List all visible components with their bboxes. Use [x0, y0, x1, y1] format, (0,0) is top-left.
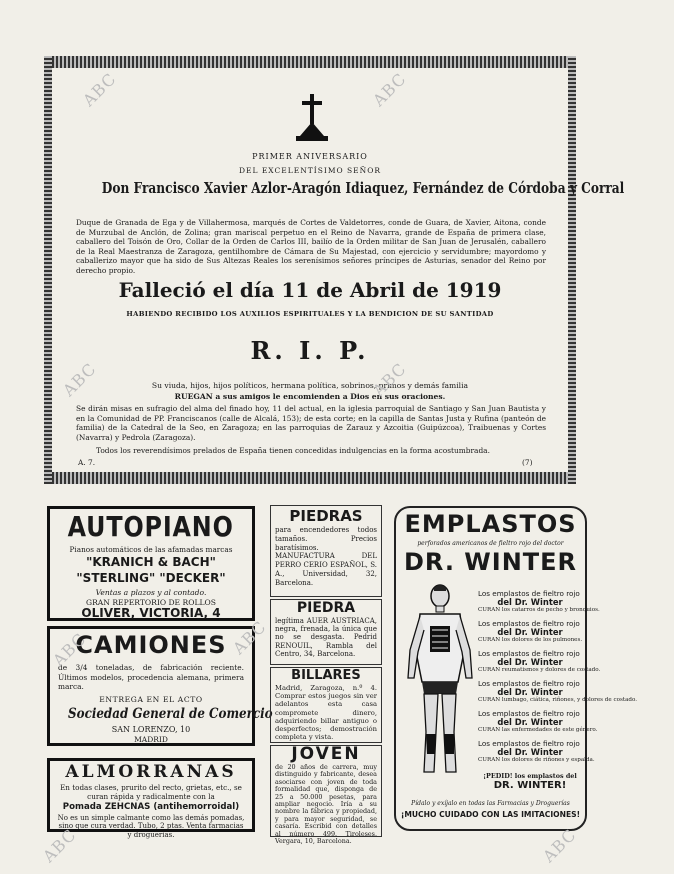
autopiano-brands1: "KRANICH & BACH" [86, 555, 216, 569]
camiones-delivery: ENTREGA EN EL ACTO [99, 695, 203, 704]
emplastos-subtitle: perforados americanos de fieltro rojo del doctor [417, 540, 564, 547]
obituary-border-right [568, 56, 576, 484]
cure-item: Los emplastos de fieltro rojo del Dr. Winter CURAN las enfermedades de este género. [478, 709, 598, 733]
deceased-name-wrap [52, 178, 625, 204]
obituary-border-bottom [44, 472, 576, 484]
cure-item: Los emplastos de fieltro rojo del Dr. Winter CURAN los dolores de los pulmones. [478, 619, 583, 643]
obituary-border-left [44, 56, 52, 484]
almorranas-body1: En todas clases, prurito del recto, grietas, etc., se curan rápida y radicalmente con la [60, 783, 242, 801]
autopiano-line1: Pianos automáticos de las afamadas marcas [69, 545, 233, 554]
billares-ad [270, 667, 382, 743]
deceased-titles: Duque de Granada de Ega y de Villahermosa, marqués de Cortes de Valdetorres, conde de Guara, de Xavier, Aitona, conde de Murzubal de Anclón, de Zolina; gran mariscal perpetuo en el Reino de Navarra, grande de España de primera clase, caballero del Toisón de Oro, Collar de la Orden de Carlos III, bailío de la Orden militar de San Juan de Jerusalén, caballero de la Real Maestranza de Zaragoza, gentilhombre de Cámara de Su Majestad, con ejercicio y servidumbre; mayordomo y caballerizo mayor que ha sido de Sus Altezas Reales los serenísimos señores príncipes de Asturias, senador del Reino por derecho propio. [76, 218, 546, 275]
emplastos-warning: ¡MUCHO CUIDADO CON LAS IMITACIONES! [400, 810, 581, 819]
autopiano-rolls: GRAN REPERTORIO DE ROLLOS [86, 598, 216, 607]
emplastos-ask: ¡PEDID! los emplastos del [483, 772, 577, 780]
watermark-abc: ABC [228, 617, 270, 658]
indulgences-text: Todos los reverendísimos prelados de España tienen concedidas indulgencias en la forma acostumbrada. [96, 446, 490, 455]
joven-body: de 20 años de carrera, muy distinguido y fabricante, desea asociarse con joven de toda formalidad que, disponga de 25 a 50.000 pesetas, para ampliar negocio. Iría a su nombre la fábrica y propiedad, y para mayor seguridad, se casaría. Escribid con detalles al número 499. Tiroleses. Vergara, 10, Barcelona. [275, 763, 377, 846]
autopiano-address: OLIVER, VICTORIA, 4 [81, 606, 221, 620]
family-line: Su viuda, hijos, hijos políticos, hermana política, sobrinos, primos y demás familia [151, 381, 469, 390]
piedra-body: legítima AUER AUSTRIACA, negra, frenada, la única que no se desgasta. Pedrid RENOUIL, Rambla del Centro, 34, Barcelona. [275, 617, 377, 658]
cure-item: Los emplastos de fieltro rojo del Dr. Winter CURAN reumatismos y dolores de costado. [478, 649, 601, 673]
watermark-abc: ABC [78, 69, 120, 110]
camiones-title: CAMIONES [75, 631, 227, 659]
cure-item: Los emplastos de fieltro rojo del Dr. Winter CURAN lumbago, ciática, riñones, y dolores de costado. [478, 679, 638, 703]
obituary-border-top [44, 56, 576, 68]
watermark-abc: ABC [48, 629, 90, 670]
camiones-city: MADRID [134, 735, 168, 744]
cure-item: Los emplastos de fieltro rojo del Dr. Winter CURAN los catarros de pecho y bronquios. [478, 589, 600, 613]
emplastos-brand: DR. WINTER [403, 548, 578, 576]
autopiano-title: AUTOPIANO [67, 510, 234, 543]
watermark-abc: ABC [368, 69, 410, 110]
sacraments-line: HABIENDO RECIBIDO LOS AUXILIOS ESPIRITUALES Y LA BENDICION DE SU SANTIDAD [126, 310, 494, 318]
deceased-name: Don Francisco Xavier Azlor-Aragón Idiaquez, Fernández de Córdoba y Corral [101, 180, 625, 197]
billares-body: Madrid, Zaragoza, n.º 4. Comprar estos juegos sin ver adelantos esta casa compromete dinero, adquiriendo billar antiguo o desperfectos; demostración completa y vista. [275, 684, 377, 742]
joven-ad [270, 744, 382, 846]
camiones-company: Sociedad General de Comercio [68, 706, 273, 722]
emplastos-title: EMPLASTOS [404, 510, 577, 538]
emplastos-ad [394, 506, 638, 831]
cure-item: Los emplastos de fieltro rojo del Dr. Winter CURAN los dolores de riñones y espalda. [478, 739, 595, 763]
piedras-body: para encendedores todos tamaños. Precios baratísimos. MANUFACTURA DEL PERRO CERIO ESPAÑOL, S. A., Universidad, 32, Barcelona. [275, 526, 377, 587]
billares-title: BILLARES [291, 668, 361, 683]
almorranas-product: Pomada ZEHCNAS (antihemorroidal) [62, 802, 240, 812]
man-figure-illustration [404, 582, 476, 780]
death-date: Falleció el día 11 de Abril de 1919 [118, 278, 502, 302]
piedras-ad [270, 505, 382, 597]
autopiano-sale: Ventas a plazos y al contado. [95, 588, 207, 597]
watermark-abc: ABC [368, 359, 410, 400]
almorranas-body2: No es un simple calmante como las demás pomadas, sino que cura verdad. Tubo, 2 ptas. Venta farmacias y droguerías. [57, 814, 245, 839]
watermark-abc: ABC [58, 359, 100, 400]
almorranas-title: ALMORRANAS [65, 762, 237, 782]
request-line: RUEGAN a sus amigos le encomienden a Dios en sus oraciones. [174, 392, 446, 401]
camiones-body: de 3/4 toneladas, de fabricación reciente. Últimos modelos, procedencia alemana, primera marca. [58, 663, 244, 692]
camiones-street: SAN LORENZO, 10 [111, 725, 191, 734]
anniversary-label: PRIMER ANIVERSARIO [252, 152, 368, 161]
footer-right: (7) [522, 458, 533, 467]
footer-left: A. 7. [78, 458, 96, 467]
honorific-label: DEL EXCELENTÍSIMO SEÑOR [238, 166, 381, 175]
cross-icon [294, 92, 330, 144]
piedra-ad [270, 599, 382, 665]
emplastos-pharmacies: Pídalo y exíjalo en todas las Farmacias y Droguerías [411, 800, 570, 807]
obituary [52, 68, 625, 472]
watermark-abc: ABC [38, 825, 80, 866]
emplastos-cures [478, 589, 638, 770]
autopiano-brands2: "STERLING" "DECKER" [76, 571, 226, 585]
almorranas-ad [47, 758, 255, 839]
autopiano-ad [47, 506, 255, 621]
rip-label: R. I. P. [250, 336, 370, 365]
joven-title: JOVEN [291, 744, 361, 764]
emplastos-brand-end: DR. WINTER! [493, 780, 567, 791]
masses-text: Se dirán misas en sufragio del alma del finado hoy, 11 del actual, en la iglesia parroquial de Santiago y San Juan Bautista y en la Comunidad de PP. Franciscanos (calle de Alcalá, 153); de esta corte; en la capilla de Santas Justa y Rufina (panteón de familia) de la Catedral de la Seo, en Zaragoza; en las parroquias de Zarauz y Azcoitia (Guipúzcoa), Traibuenas y Cortes (Navarra) y Pedrola (Zaragoza). [76, 404, 546, 442]
watermark-abc: ABC [538, 825, 580, 866]
piedra-title: PIEDRA [296, 600, 356, 616]
piedras-title: PIEDRAS [289, 507, 363, 525]
